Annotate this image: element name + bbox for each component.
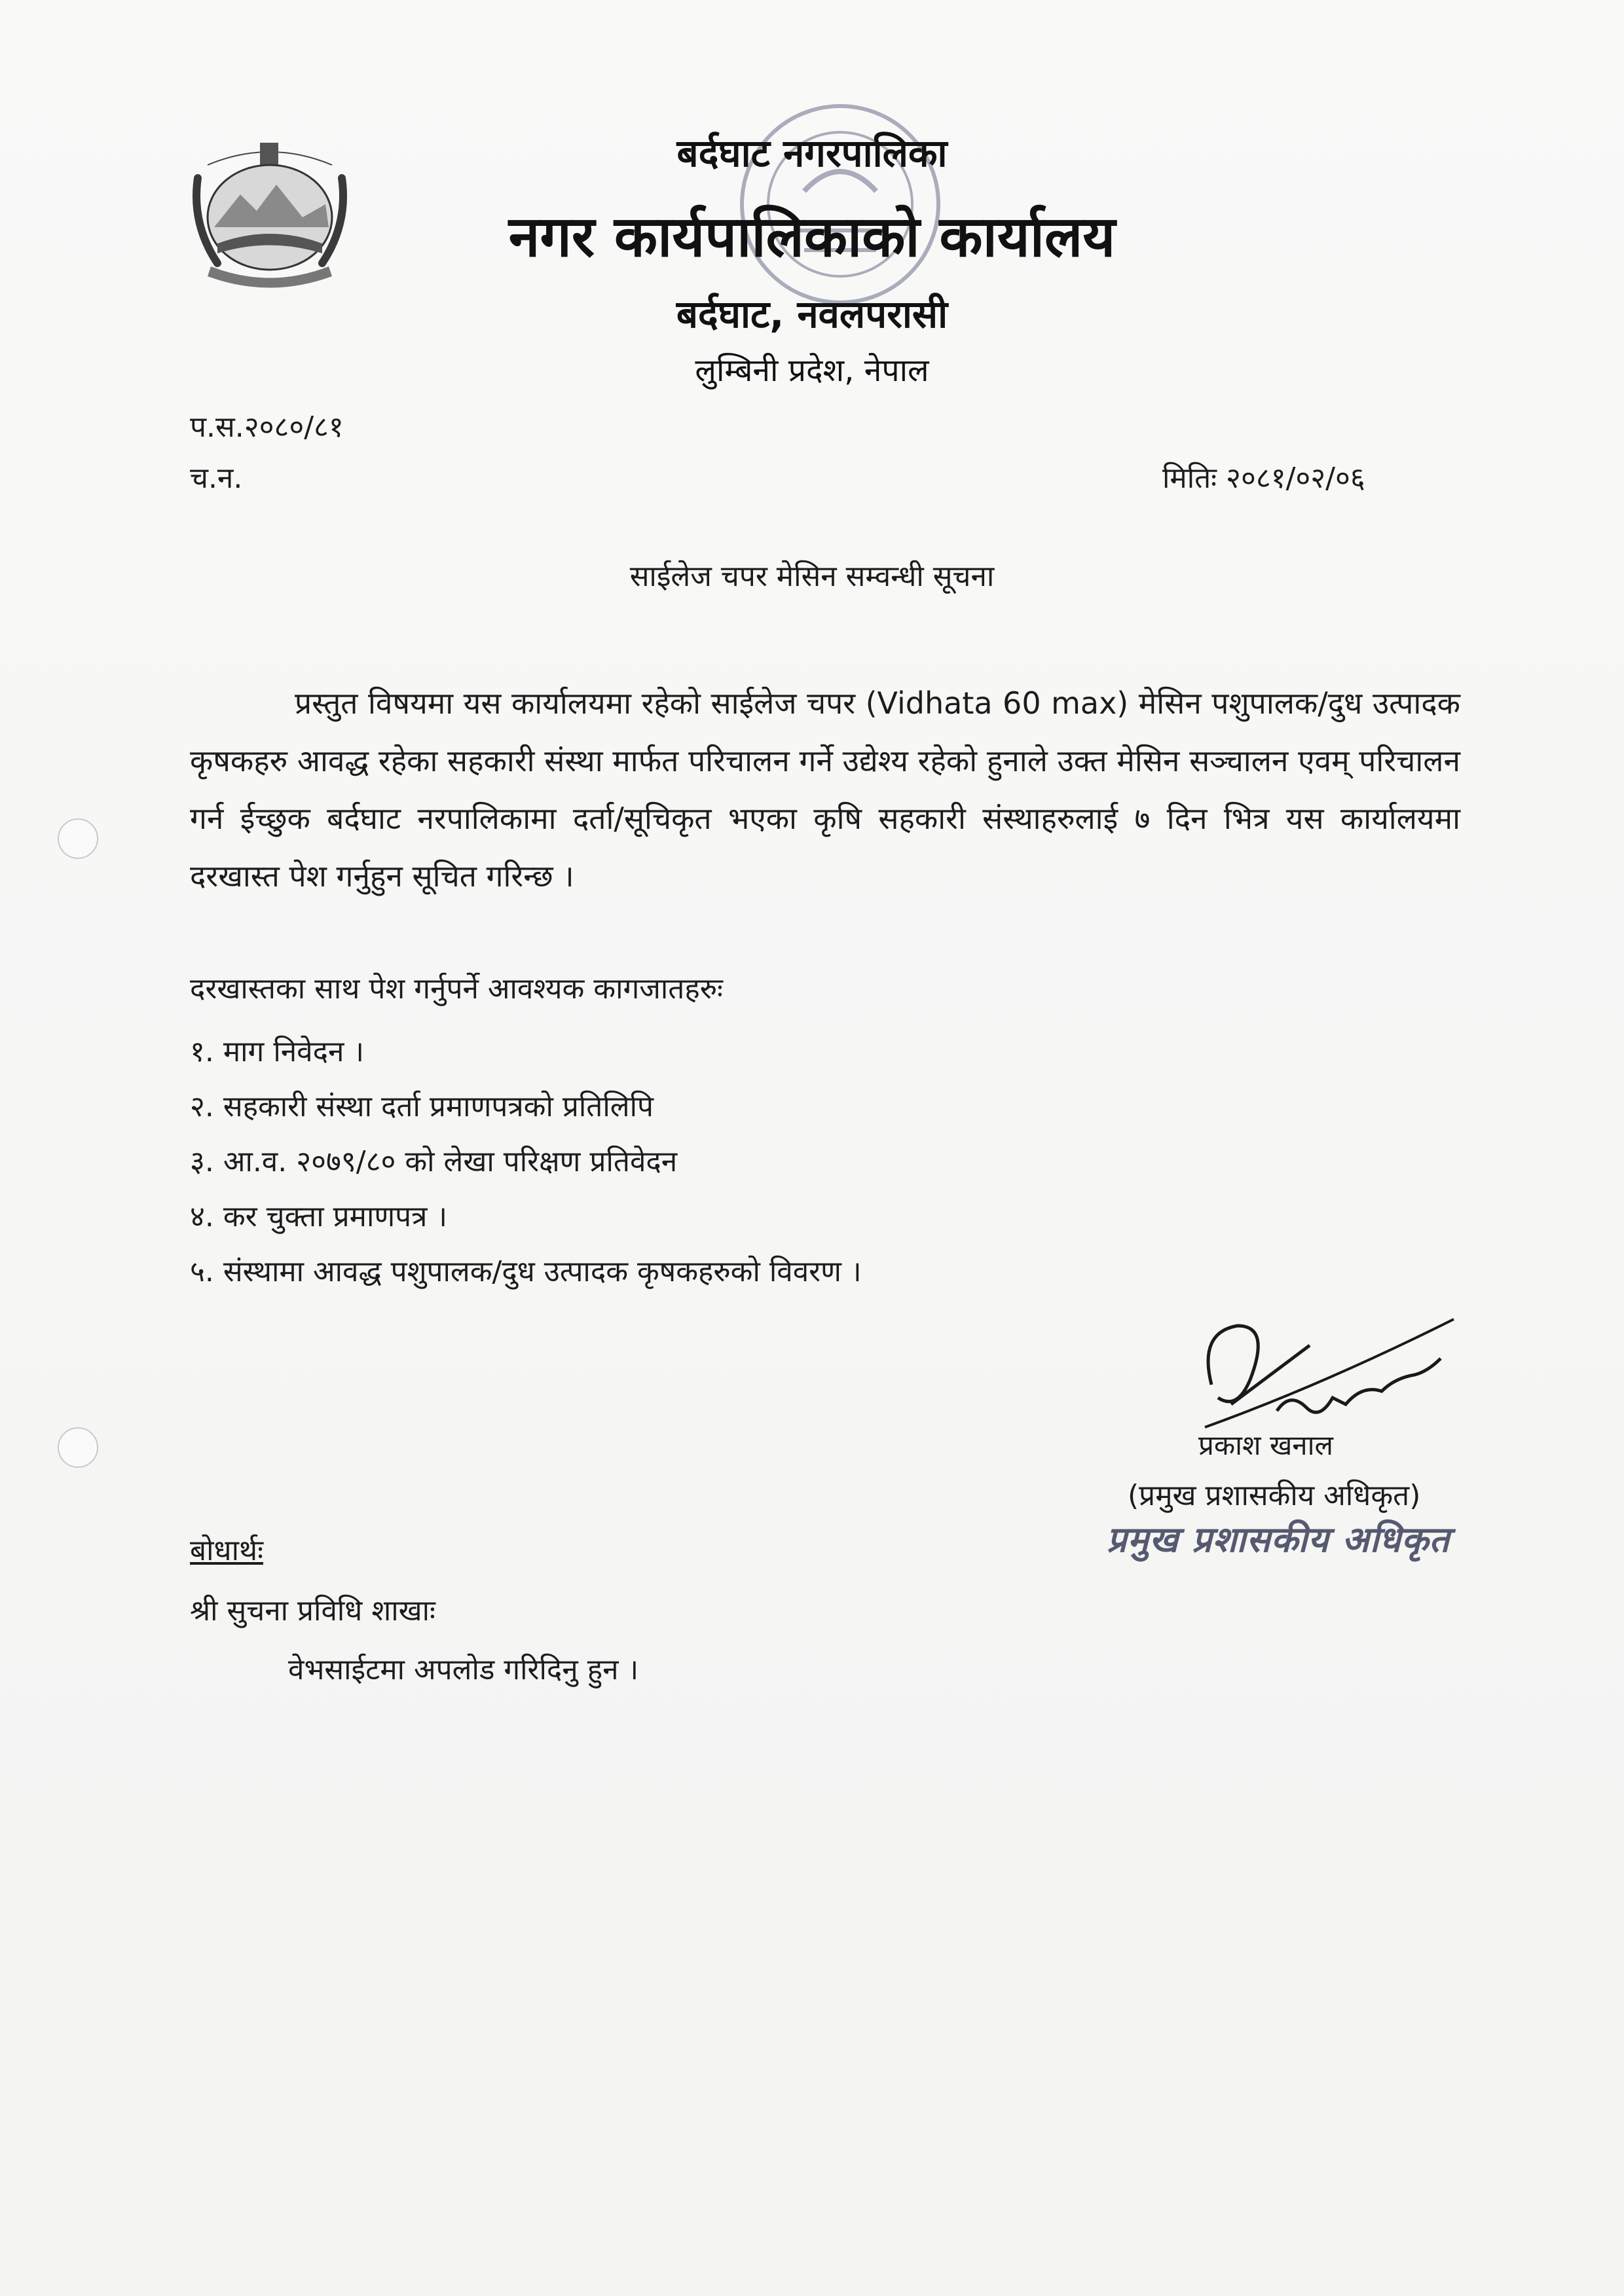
notice-body: प्रस्तुत विषयमा यस कार्यालयमा रहेको साईलेज चपर (Vidhata 60 max) मेसिन पशुपालक/दुध उत्पादक कृषकहरु आवद्ध रहेका सहकारी संस्था मार्फत परिचालन गर्ने उद्येश्य रहेको हुनाले उक्त मेसिन सञ्चालन एवम् परिचालन गर्न ईच्छुक बर्दघाट नरपालिकामा दर्ता/सूचिकृत भएका कृषि सहकारी संस्थाहरुलाई ७ दिन भित्र यस कार्यालयमा दरखास्त पेश गर्नुहुन सूचित गरिन्छ । [190, 685, 1460, 894]
office-location: बर्दघाट, नवलपरासी [676, 292, 948, 337]
cc-recipient: श्री सुचना प्रविधि शाखाः [190, 1594, 435, 1628]
punch-hole-bottom [58, 1427, 98, 1468]
list-item: २. सहकारी संस्था दर्ता प्रमाणपत्रको प्रतिलिपि [190, 1090, 654, 1123]
reference-ps: प.स.२०८०/८१ [190, 410, 344, 444]
list-item: ४. कर चुक्ता प्रमाणपत्र । [190, 1200, 448, 1233]
list-item: ५. संस्थामा आवद्ध पशुपालक/दुध उत्पादक कृषकहरुको विवरण । [190, 1255, 862, 1288]
nepal-emblem-icon [172, 139, 368, 289]
office-name: नगर कार्यपालिकाको कार्यालय [508, 204, 1116, 270]
municipality-name: बर्दघाट नगरपालिका [676, 131, 948, 175]
list-item: १. माग निवेदन । [190, 1035, 365, 1068]
cc-instruction: वेभसाईटमा अपलोड गरिदिनु हुन । [288, 1653, 639, 1686]
letter-date: मितिः २०८१/०२/०६ [1162, 462, 1365, 495]
handwritten-signature-icon [1192, 1306, 1467, 1444]
cc-label: बोधार्थः [190, 1534, 263, 1567]
punch-hole-top [58, 818, 98, 859]
notice-subject: साईलेज चपर मेसिन सम्वन्धी सूचना [629, 560, 995, 593]
signatory-title: (प्रमुख प्रशासकीय अधिकृत) [1128, 1479, 1421, 1512]
signatory-name: प्रकाश खनाल [1198, 1429, 1333, 1461]
designation-stamp: प्रमुख प्रशासकीय अधिकृत [1107, 1519, 1450, 1560]
province-name: लुम्बिनी प्रदेश, नेपाल [695, 352, 929, 389]
reference-cn: च.न. [190, 462, 243, 495]
documents-title: दरखास्तका साथ पेश गर्नुपर्ने आवश्यक कागजातहरुः [190, 972, 723, 1006]
list-item: ३. आ.व. २०७९/८० को लेखा परिक्षण प्रतिवेदन [190, 1145, 678, 1178]
documents-list [190, 1025, 862, 1300]
